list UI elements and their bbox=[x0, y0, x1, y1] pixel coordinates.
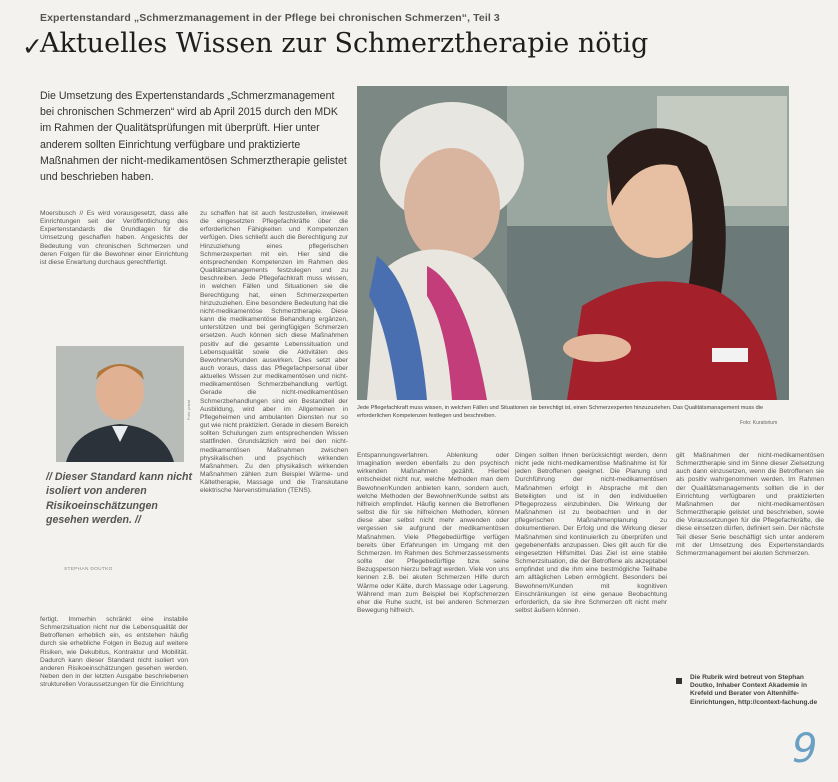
photo-credit: Foto: Kuratorium bbox=[740, 420, 778, 426]
author-portrait bbox=[56, 346, 184, 462]
article-photo bbox=[357, 86, 789, 400]
quote-author: STEPHAN DOUTKO bbox=[64, 567, 113, 572]
lead-paragraph: Die Umsetzung des Expertenstandards „Schmerzmanagement bei chronischen Schmerzen“ wird ab April 2015 durch den MDK im Rahmen der Qualitätsprüfungen mit überprüft. Hier unter anderem sollten Einrichtung verfügbare und praktizierte Maßnahmen der nicht-medikamentösen Schmerztherapie gelistet und beschrieben haben. bbox=[40, 90, 347, 184]
column-3: Entspannungsverfahren. Ablenkung oder Imagination werden ebenfalls zu den psychisch wirkenden Maßnahmen gezählt. Hierbei entscheidet nicht nur, welche Methoden man dem Bewohner/Kunden anbieten kann, sondern auch, welche Methoden der Bewohner/Kunde selbst als hilfreich empfindet. Häufig kennen die Betroffenen selbst die für sie hilfreichen Methoden, können diese aber selbst nicht mehr anwenden oder vergessen sie aufgrund der medikamentösen Maßnahmen. Viele Pflegebedürftige verfügen bereits über Erfahrungen im Umgang mit den Schmerzen. Im Rahmen des Schmerzassessments sollte der Pflegebedürftige bzw. seine Bezugsperson hierzu befragt werden. Viele von uns kennen z.B. bei akuten Schmerzen Hilfe durch Wärme oder Kälte, durch Massage oder Lagerung. Während man zum Beispiel bei Kopfschmerzen eher die Ruhe sucht, ist bei anderen Schmerzen Bewegung hilfreich. bbox=[357, 452, 509, 614]
checkmark-icon: ✓ bbox=[22, 32, 43, 61]
column-1-bottom: fertigt. Immerhin schränkt eine instabile Schmerzsituation nicht nur die Lebensqualität der Betroffenen erheblich ein, es entstehen häufig durch sie erhebliche Folgen in Bezug auf weitere Risiken, wie Dekubitus, Kontraktur und Mobilität. Dadurch kann dieser Standard nicht isoliert von anderen Risikoeinschätzungen gesehen werden. Neben den in der letzten Ausgabe beschriebenen strukturellen Voraussetzungen für die Einrichtung bbox=[40, 616, 188, 689]
photo-illustration bbox=[357, 86, 789, 400]
column-5: gilt Maßnahmen der nicht-medikamentösen Schmerztherapie sind im Sinne dieser Zielsetzung auch dann einzusetzen, wenn die Betroffenen sie als positiv wahrgenommen werden. Im Rahmen der Qualitätsmanagements sollten die in der Einrichtung verfügbaren und praktizierten Maßnahmen der nicht-medikamentösen Schmerztherapie gelistet und beschrieben, sowie die Voraussetzungen für die Pflegefachkräfte, die diese einsetzen dürfen, definiert sein. Der nächste Teil dieser Serie beschäftigt sich unter anderem mit der Umsetzung des Expertenstandards Schmerzmanagement bei akuten Schmerzen. bbox=[676, 452, 824, 557]
column-2: zu schaffen hat ist auch festzustellen, inwieweit die eingesetzten Pflegefachkräfte über die erforderlichen Fähigkeiten und Kompetenzen verfügen. Dies schließt auch die Berechtigung zur Hinzuziehung eines pflegerischen Schmerzexperten mit ein. Hier sind die entsprechenden Kompetenzen im Rahmen des Qualitätsmanagements festzulegen und zu beschreiben. Jede Pflegefachkraft muss wissen, in welchen Fällen und Situationen sie die Berechtigung hat, einen Schmerzexperten hinzuzuziehen. Eine besondere Bedeutung hat die nicht-medikamentöse Schmerztherapie. Diese kann die medikamentöse Behandlung ergänzen, unterstützen und bei geringfügigen Schmerzen ersetzen. Auch können sich diese Maßnahmen positiv auf die gesamte Lebenssituation und Lebensqualität sowie die Aktivitäten des Bewohners/Kunden auswirken. Dies setzt aber auch voraus, dass das Pflegefachpersonal über aktuelles Wissen zur medikamentösen und nicht-medikamentösen Schmerzbehandlung verfügt. Gerade die nicht-medikamentösen Schmerzbehandlungen sind ein Bestandteil der Ausbildung, wird aber im Allgemeinen in Pflegeheimen und ambulanten Diensten nur so gut wie nicht praktiziert. Gerade in diesem Bereich sollten Schulungen zum entsprechenden Wissen stattfinden. Grundsätzlich wird bei den nicht-medikamentösen Maßnahmen zwischen physikalischen und psychisch wirkenden Maßnahmen. Zu den physikalisch wirkenden Maßnahmen zählen zum Beispiel Wärme- und Kältetherapie, Massage und die Transkutane elektrische Nervenstimulation (TENS). bbox=[200, 210, 348, 495]
photo-caption: Jede Pflegefachkraft muss wissen, in welchen Fällen und Situationen sie berechtigt ist, einen Schmerzexperten hinzuzuziehen. Das Qualitätsmanagement muss die erforderlichen Kompetenzen festlegen und beschreiben. bbox=[357, 405, 764, 419]
pull-quote: // Dieser Standard kann nicht isoliert von anderen Risikoeinschätzungen gesehen werden. // bbox=[46, 471, 192, 527]
column-4: Dingen sollten Ihnen berücksichtigt werden, denn nicht jede nicht-medikamentöse Maßnahme ist für jeden Betroffenen geeignet. Die Planung und Durchführung der nicht-medikamentösen Maßnahmen erfolgt in Absprache mit den Beteiligten und ist in den individuellen Pflegeprozess einzubinden. Die Wirkung der Maßnahmen ist zu beobachten und in der pflegerischen Maßnahmenplanung zu dokumentieren. Der Erfolg und die Wirkung dieser Maßnahmen sind kontinuierlich zu überprüfen und gegebenenfalls anzupassen. Dies gilt auch für die eingesetzten Hilfsmittel. Das Ziel ist eine stabile Schmerzsituation, die der Betroffene als akzeptabel empfindet und die ihm eine bestmögliche Teilhabe am alltäglichen Leben ermöglicht. Besonders bei Bewohnern/Kunden mit kognitiven Einschränkungen ist eine genaue Beobachtung erforderlich, da sie ihre Schmerzen oft nicht mehr selbst äußern können. bbox=[515, 452, 667, 614]
column-1-top: Moersbusch // Es wird vorausgesetzt, dass alle Einrichtungen seit der Veröffentlichung des Expertenstandards die Grundlagen für die Umsetzung geschaffen haben. Angesichts der Bedeutung von chronischen Schmerzen und deren Folgen für die Bewohner einer Einrichtung ist diese Erwartung durchaus gerechtfertigt. bbox=[40, 210, 188, 266]
series-kicker: Expertenstandard „Schmerzmanagement in der Pflege bei chronischen Schmerzen“, Teil 3 bbox=[40, 12, 500, 24]
portrait-illustration bbox=[56, 346, 184, 462]
info-text: Die Rubrik wird betreut von Stephan Doutko, Inhaber Context Akademie in Krefeld und Berater von Altenhilfe-Einrichtungen, http://context-fachung.de bbox=[690, 674, 818, 706]
portrait-credit: Foto: privat bbox=[186, 399, 191, 420]
article-title: Aktuelles Wissen zur Schmerztherapie nötig bbox=[40, 28, 649, 59]
info-box bbox=[676, 674, 824, 707]
page-number: 9 bbox=[792, 726, 818, 772]
